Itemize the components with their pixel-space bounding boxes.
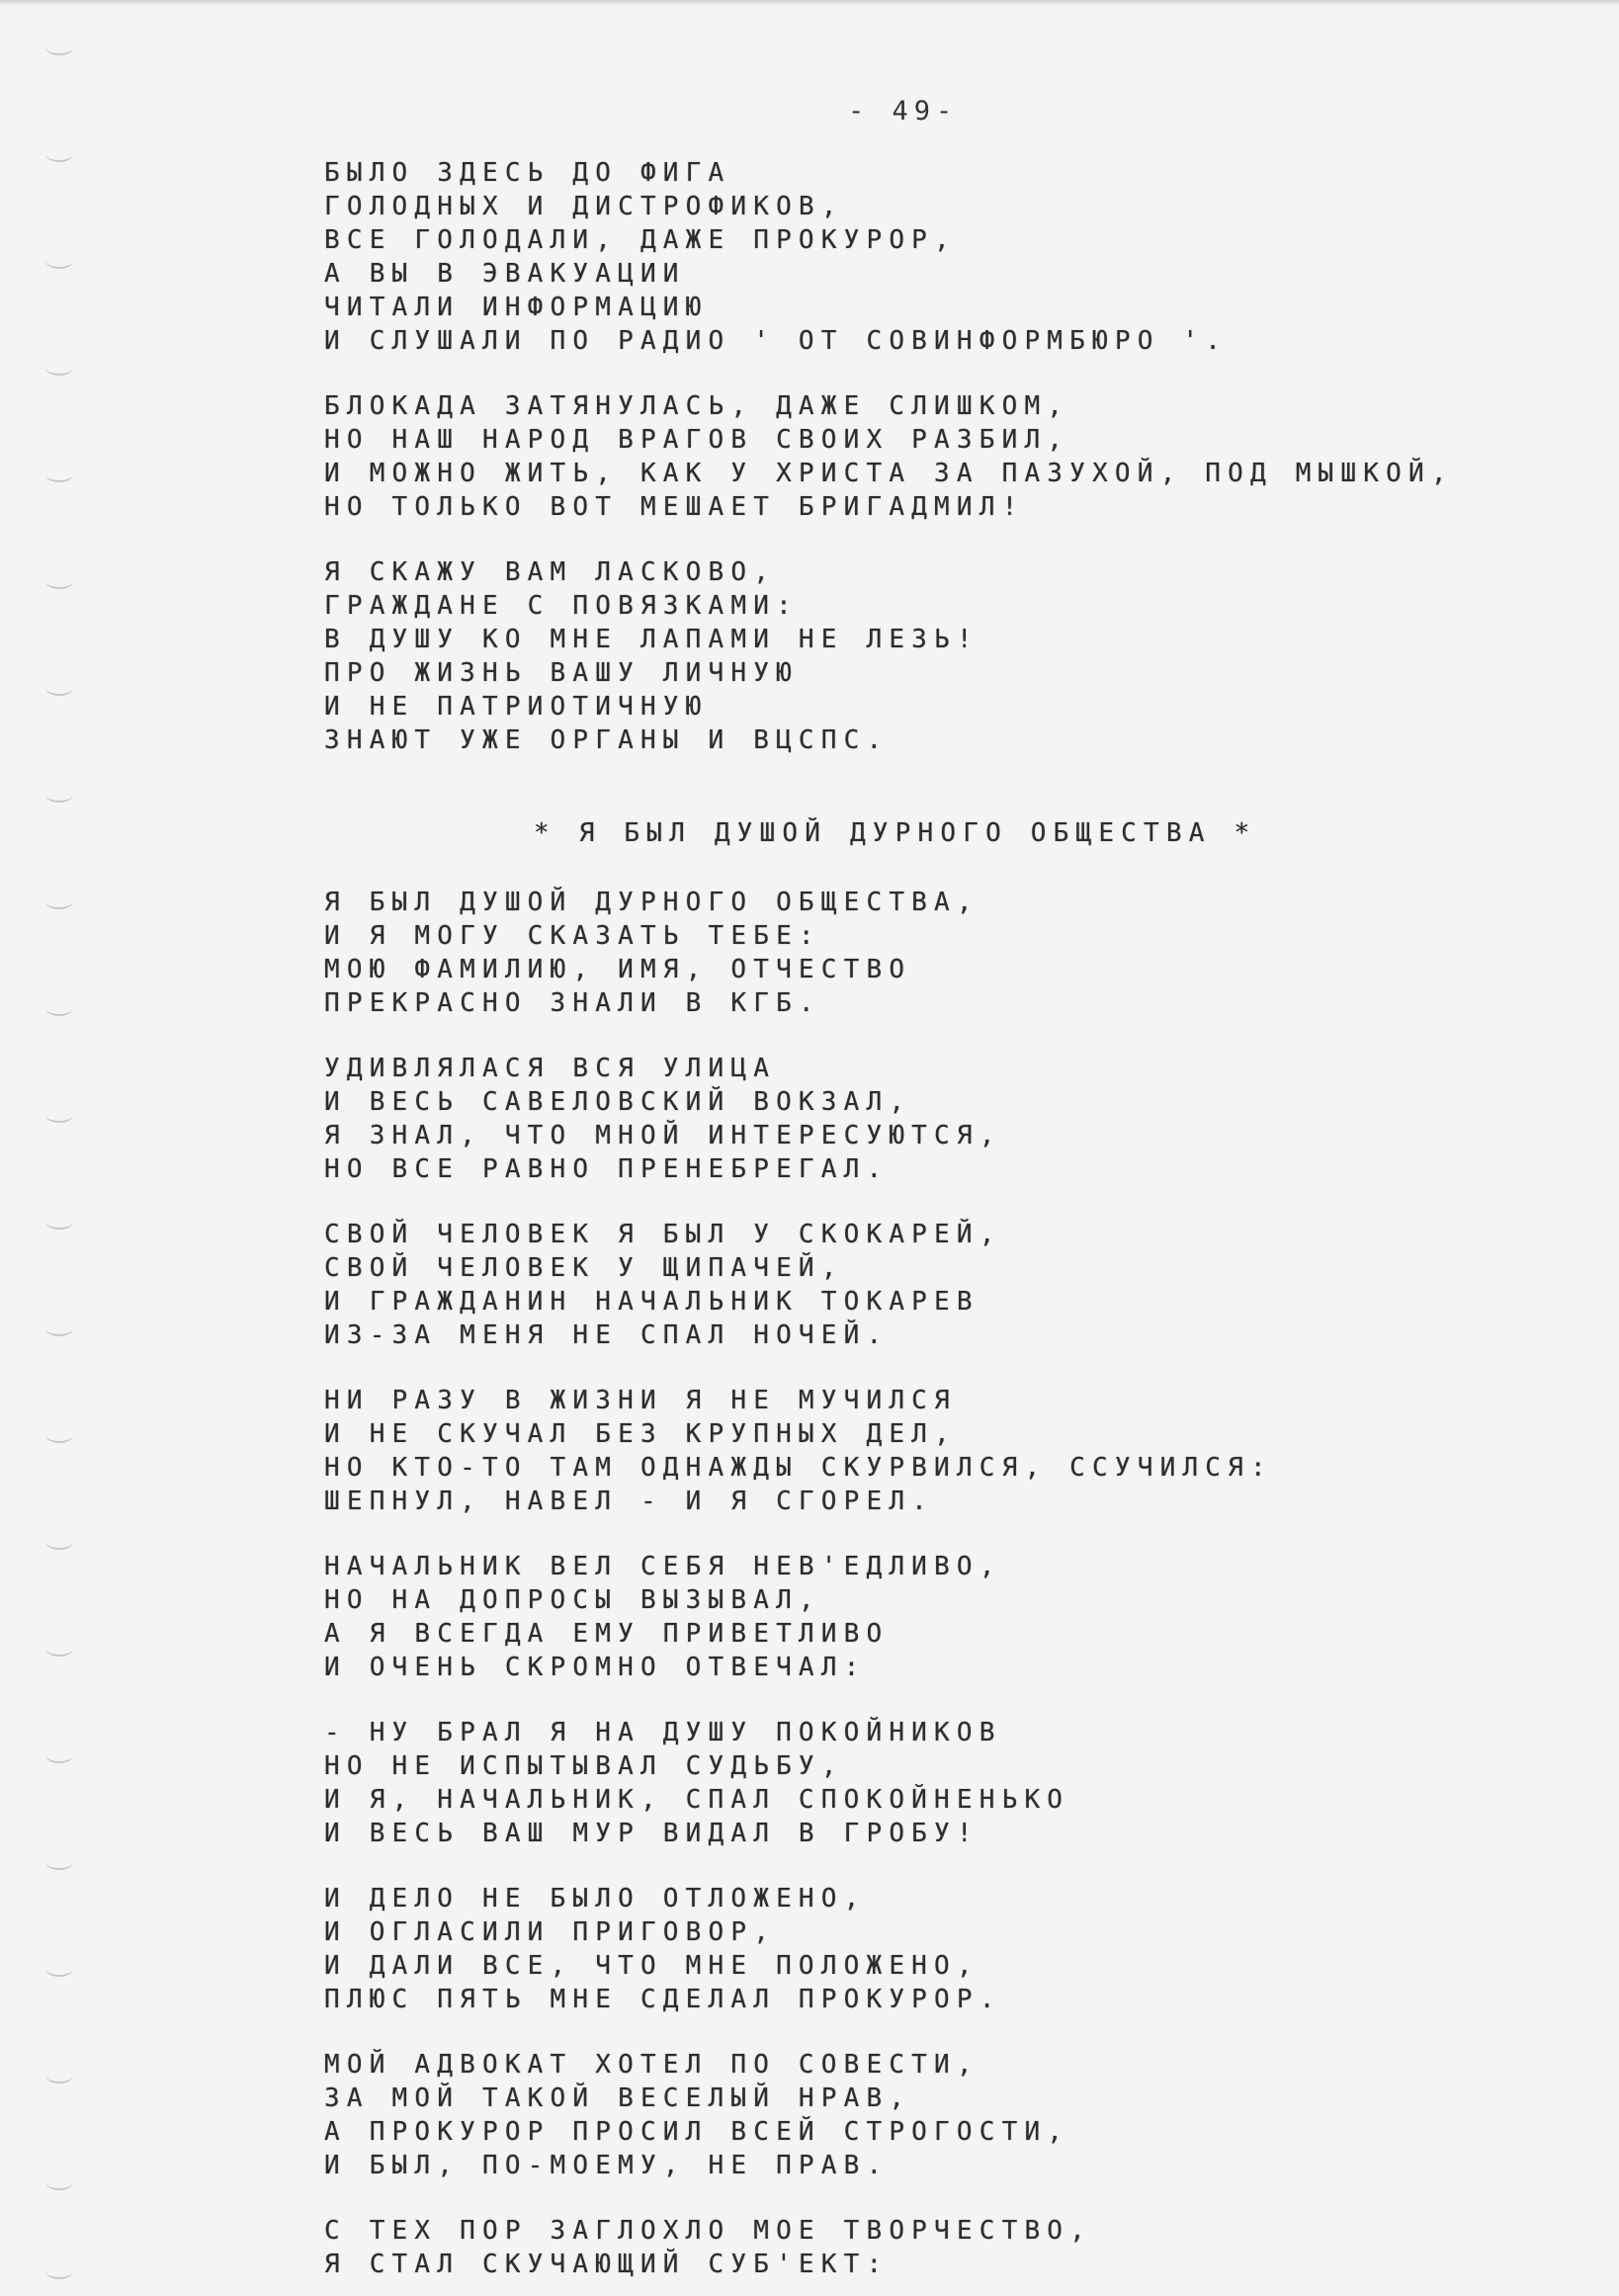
poem-line: - НУ БРАЛ Я НА ДУШУ ПОКОЙНИКОВ — [324, 1718, 1002, 1747]
poem-line: ЧИТАЛИ ИНФОРМАЦИЮ — [324, 293, 709, 322]
poem-line: И ГРАЖДАНИН НАЧАЛЬНИК ТОКАРЕВ — [324, 1287, 980, 1317]
binder-hole-mark — [45, 1214, 73, 1230]
binder-hole-mark — [45, 573, 73, 589]
poem-line: И Я, НАЧАЛЬНИК, СПАЛ СПОКОЙНЕНЬКО — [324, 1785, 1070, 1815]
binder-hole-mark — [45, 1961, 73, 1977]
poem-line: НО ВСЕ РАВНО ПРЕНЕБРЕГАЛ. — [324, 1154, 890, 1184]
poem-line: И НЕ ПАТРИОТИЧНУЮ — [324, 692, 709, 722]
binder-hole-mark — [45, 1320, 73, 1336]
binder-hole-mark — [45, 1534, 73, 1550]
poem-line: А ВЫ В ЭВАКУАЦИИ — [324, 259, 686, 289]
binder-hole-mark — [45, 1641, 73, 1657]
poem-line: А ПРОКУРОР ПРОСИЛ ВСЕЙ СТРОГОСТИ, — [324, 2117, 1070, 2147]
binder-hole-mark — [45, 146, 73, 162]
binder-hole-mark — [45, 467, 73, 482]
binder-hole-mark — [45, 680, 73, 696]
poem-line: БЛОКАДА ЗАТЯНУЛАСЬ, ДАЖЕ СЛИШКОМ, — [324, 391, 1070, 421]
poem-line: И Я МОГУ СКАЗАТЬ ТЕБЕ: — [324, 921, 821, 951]
poem-line: Я СТАЛ СКУЧАЮЩИЙ СУБ'ЕКТ: — [324, 2250, 890, 2279]
poem-line: НО НАШ НАРОД ВРАГОВ СВОИХ РАЗБИЛ, — [324, 425, 1070, 455]
binder-hole-mark — [45, 1427, 73, 1443]
poem-line: СВОЙ ЧЕЛОВЕК Я БЫЛ У СКОКАРЕЙ, — [324, 1220, 1002, 1249]
poem-line: В ДУШУ КО МНЕ ЛАПАМИ НЕ ЛЕЗЬ! — [324, 625, 980, 654]
binder-hole-mark — [45, 1107, 73, 1123]
poem-line: НО КТО-ТО ТАМ ОДНАЖДЫ СКУРВИЛСЯ, ССУЧИЛСЯ: — [324, 1453, 1273, 1483]
poem-line: А Я ВСЕГДА ЕМУ ПРИВЕТЛИВО — [324, 1619, 890, 1649]
poem-line: Я ЗНАЛ, ЧТО МНОЙ ИНТЕРЕСУЮТСЯ, — [324, 1121, 1002, 1150]
poem-line: И БЫЛ, ПО-МОЕМУ, НЕ ПРАВ. — [324, 2151, 890, 2180]
poem-line: И ОЧЕНЬ СКРОМНО ОТВЕЧАЛ: — [324, 1653, 867, 1682]
poem-line: СВОЙ ЧЕЛОВЕК У ЩИПАЧЕЙ, — [324, 1253, 844, 1283]
binder-hole-mark — [45, 1747, 73, 1763]
poem-line: НАЧАЛЬНИК ВЕЛ СЕБЯ НЕВ'ЕДЛИВО, — [324, 1552, 1002, 1581]
poem-line: ЗНАЮТ УЖЕ ОРГАНЫ И ВЦСПС. — [324, 725, 890, 755]
binder-hole-mark — [45, 2263, 73, 2279]
poem-line: УДИВЛЯЛАСЯ ВСЯ УЛИЦА — [324, 1054, 777, 1083]
poem-line: ШЕПНУЛ, НАВЕЛ - И Я СГОРЕЛ. — [324, 1487, 935, 1516]
poem-title: * Я БЫЛ ДУШОЙ ДУРНОГО ОБЩЕСТВА * — [534, 818, 1257, 848]
poem-line: И ДЕЛО НЕ БЫЛО ОТЛОЖЕНО, — [324, 1884, 867, 1913]
page-top-edge — [0, 0, 1619, 6]
poem-line: ПРЕКРАСНО ЗНАЛИ В КГБ. — [324, 988, 821, 1018]
binder-hole-mark — [45, 893, 73, 909]
binder-hole-marks — [45, 40, 85, 2273]
poem-line: БЫЛО ЗДЕСЬ ДО ФИГА — [324, 158, 731, 188]
poem-line: ПЛЮС ПЯТЬ МНЕ СДЕЛАЛ ПРОКУРОР. — [324, 1985, 1002, 2014]
poem-line: МОЙ АДВОКАТ ХОТЕЛ ПО СОВЕСТИ, — [324, 2050, 980, 2080]
poem-line: МОЮ ФАМИЛИЮ, ИМЯ, ОТЧЕСТВО — [324, 955, 912, 984]
poem-line: Я БЫЛ ДУШОЙ ДУРНОГО ОБЩЕСТВА, — [324, 888, 980, 917]
poem-line: И ВЕСЬ ВАШ МУР ВИДАЛ В ГРОБУ! — [324, 1819, 980, 1848]
poem-line: И МОЖНО ЖИТЬ, КАК У ХРИСТА ЗА ПАЗУХОЙ, ПОД МЫШКОЙ, — [324, 459, 1454, 488]
poem-line: И НЕ СКУЧАЛ БЕЗ КРУПНЫХ ДЕЛ, — [324, 1419, 957, 1449]
poem-line: ПРО ЖИЗНЬ ВАШУ ЛИЧНУЮ — [324, 658, 799, 688]
poem-line: НИ РАЗУ В ЖИЗНИ Я НЕ МУЧИЛСЯ — [324, 1386, 957, 1415]
poem-line: ГОЛОДНЫХ И ДИСТРОФИКОВ, — [324, 192, 844, 221]
poem-line: ИЗ-ЗА МЕНЯ НЕ СПАЛ НОЧЕЙ. — [324, 1320, 890, 1350]
poem-line: И ВЕСЬ САВЕЛОВСКИЙ ВОКЗАЛ, — [324, 1087, 912, 1117]
binder-hole-mark — [45, 2068, 73, 2083]
binder-hole-mark — [45, 787, 73, 803]
binder-hole-mark — [45, 253, 73, 269]
binder-hole-mark — [45, 1854, 73, 1870]
poem-line: ЗА МОЙ ТАКОЙ ВЕСЕЛЫЙ НРАВ, — [324, 2083, 912, 2113]
poem-line: НО НА ДОПРОСЫ ВЫЗЫВАЛ, — [324, 1585, 821, 1615]
poem-line: ВСЕ ГОЛОДАЛИ, ДАЖЕ ПРОКУРОР, — [324, 225, 957, 255]
poem-line: С ТЕХ ПОР ЗАГЛОХЛО МОЕ ТВОРЧЕСТВО, — [324, 2216, 1093, 2246]
binder-hole-mark — [45, 2174, 73, 2190]
poem-line: И СЛУШАЛИ ПО РАДИО ' ОТ СОВИНФОРМБЮРО '. — [324, 326, 1229, 356]
poem-line: Я СКАЖУ ВАМ ЛАСКОВО, — [324, 557, 777, 587]
page-number: - 49- — [848, 96, 959, 127]
poem-line: НО ТОЛЬКО ВОТ МЕШАЕТ БРИГАДМИЛ! — [324, 492, 1025, 522]
poem-line: И ДАЛИ ВСЕ, ЧТО МНЕ ПОЛОЖЕНО, — [324, 1951, 980, 1981]
binder-hole-mark — [45, 1000, 73, 1016]
poem-line: ГРАЖДАНЕ С ПОВЯЗКАМИ: — [324, 591, 799, 621]
poem-line: И ОГЛАСИЛИ ПРИГОВОР, — [324, 1917, 777, 1947]
binder-hole-mark — [45, 360, 73, 376]
poem-line: НО НЕ ИСПЫТЫВАЛ СУДЬБУ, — [324, 1751, 844, 1781]
binder-hole-mark — [45, 40, 73, 55]
